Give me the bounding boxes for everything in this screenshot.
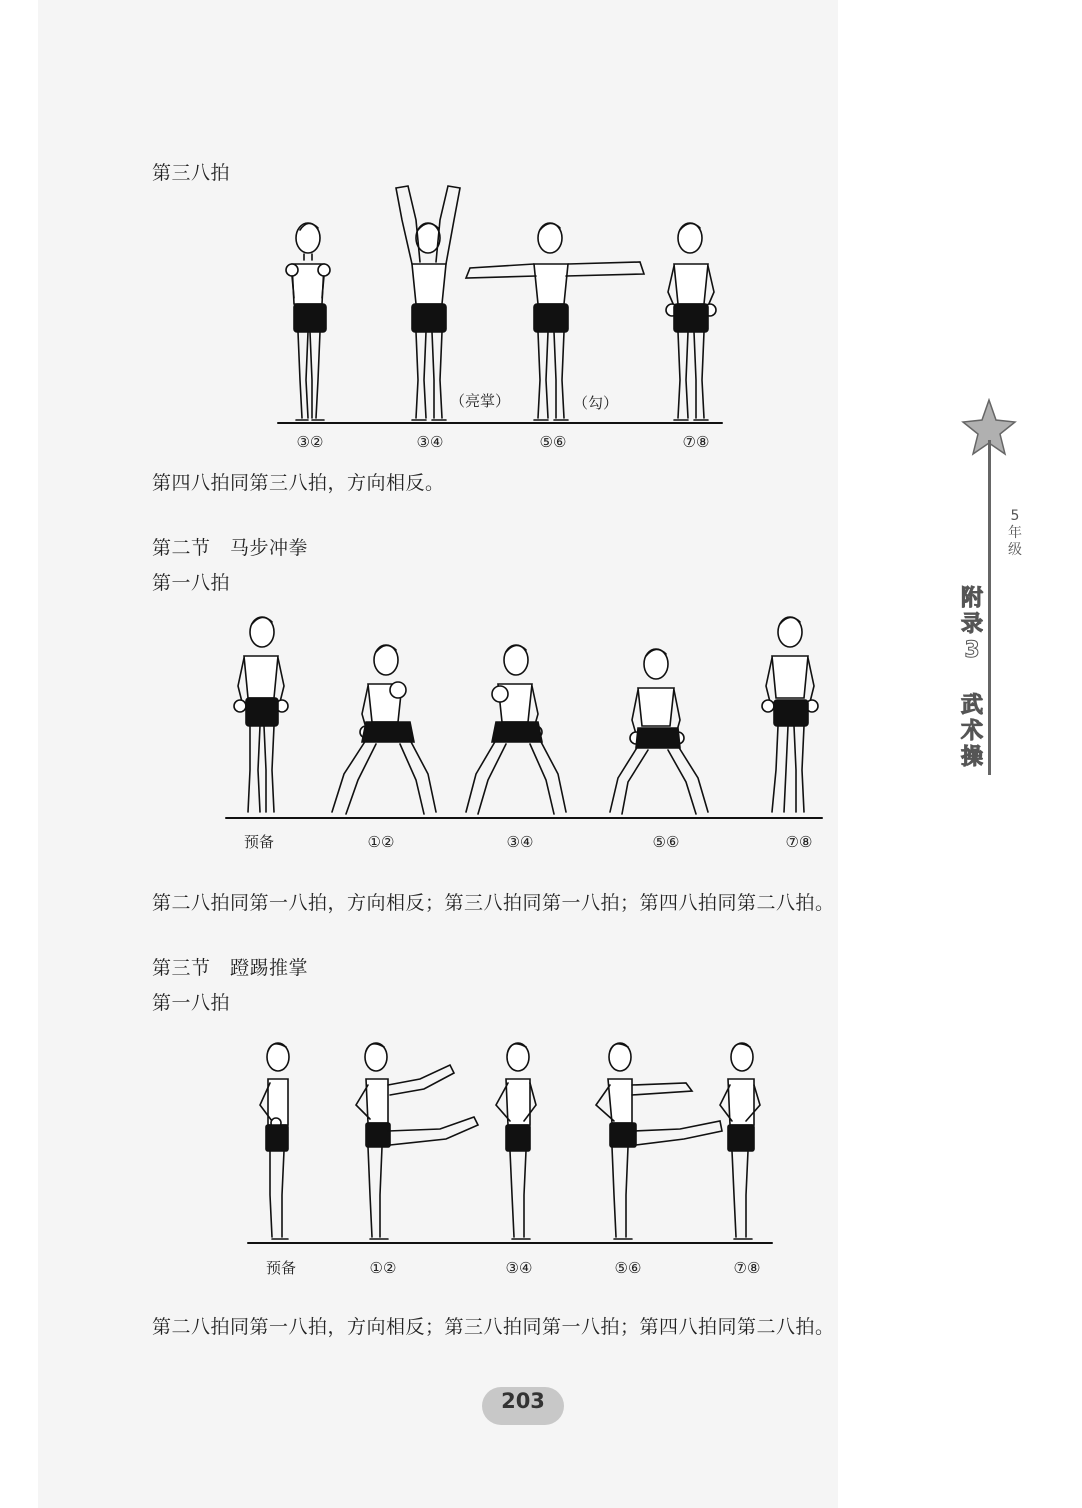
count-label: ⑤⑥ bbox=[539, 433, 567, 451]
grade-label: 5 年 级 bbox=[1008, 508, 1022, 558]
figure-4 bbox=[596, 1043, 722, 1239]
count-label: 预备 bbox=[265, 1259, 297, 1277]
body-text: 第二八拍同第一八拍，方向相反；第三八拍同第一八拍；第四八拍同第二八拍。 bbox=[152, 892, 835, 914]
count-label: ③④ bbox=[506, 833, 534, 851]
count-label: ⑤⑥ bbox=[652, 833, 680, 851]
count-label: ⑦⑧ bbox=[733, 1259, 761, 1277]
beat-heading: 第一八拍 bbox=[152, 992, 231, 1014]
figure-5 bbox=[762, 617, 818, 812]
appendix-label: 附 录 3 bbox=[960, 586, 983, 663]
beat-heading: 第一八拍 bbox=[152, 572, 231, 594]
figure-3 bbox=[466, 223, 644, 420]
count-label: ①② bbox=[367, 833, 395, 851]
figure-1 bbox=[286, 223, 330, 420]
topic-label: 武 术 操 bbox=[960, 693, 983, 770]
note-bright-palm: （亮掌） bbox=[450, 392, 511, 410]
star-icon bbox=[955, 398, 1017, 458]
figure-2 bbox=[332, 645, 436, 814]
count-label: ③④ bbox=[505, 1259, 533, 1277]
figure-5 bbox=[720, 1043, 760, 1239]
figure-2 bbox=[356, 1043, 478, 1239]
count-label: ③④ bbox=[416, 433, 444, 451]
figure-2 bbox=[396, 186, 460, 420]
side-divider-line bbox=[988, 440, 991, 775]
beat-heading: 第三八拍 bbox=[152, 162, 231, 184]
note-hook: （勾） bbox=[573, 394, 619, 412]
body-text: 第二八拍同第一八拍，方向相反；第三八拍同第一八拍；第四八拍同第二八拍。 bbox=[152, 1316, 835, 1338]
count-label: ⑦⑧ bbox=[682, 433, 710, 451]
figure-4 bbox=[610, 649, 708, 814]
figure-1 bbox=[260, 1043, 289, 1239]
count-label: ①② bbox=[369, 1259, 397, 1277]
figure-4 bbox=[666, 223, 716, 420]
figure-kick-push-illustration bbox=[240, 1035, 780, 1250]
count-label: ⑤⑥ bbox=[614, 1259, 642, 1277]
figure-1 bbox=[234, 617, 288, 812]
count-label: 预备 bbox=[243, 833, 275, 851]
section-title: 第二节 马步冲拳 bbox=[152, 537, 309, 559]
page-number: 203 bbox=[501, 1389, 545, 1413]
figure-3 bbox=[466, 645, 566, 814]
section-title: 第三节 蹬踢推掌 bbox=[152, 957, 309, 979]
figure-3 bbox=[496, 1043, 536, 1239]
count-label: ⑦⑧ bbox=[785, 833, 813, 851]
body-text: 第四八拍同第三八拍，方向相反。 bbox=[152, 472, 445, 494]
count-label: ③② bbox=[296, 433, 324, 451]
figure-horse-stance-illustration bbox=[220, 610, 830, 825]
